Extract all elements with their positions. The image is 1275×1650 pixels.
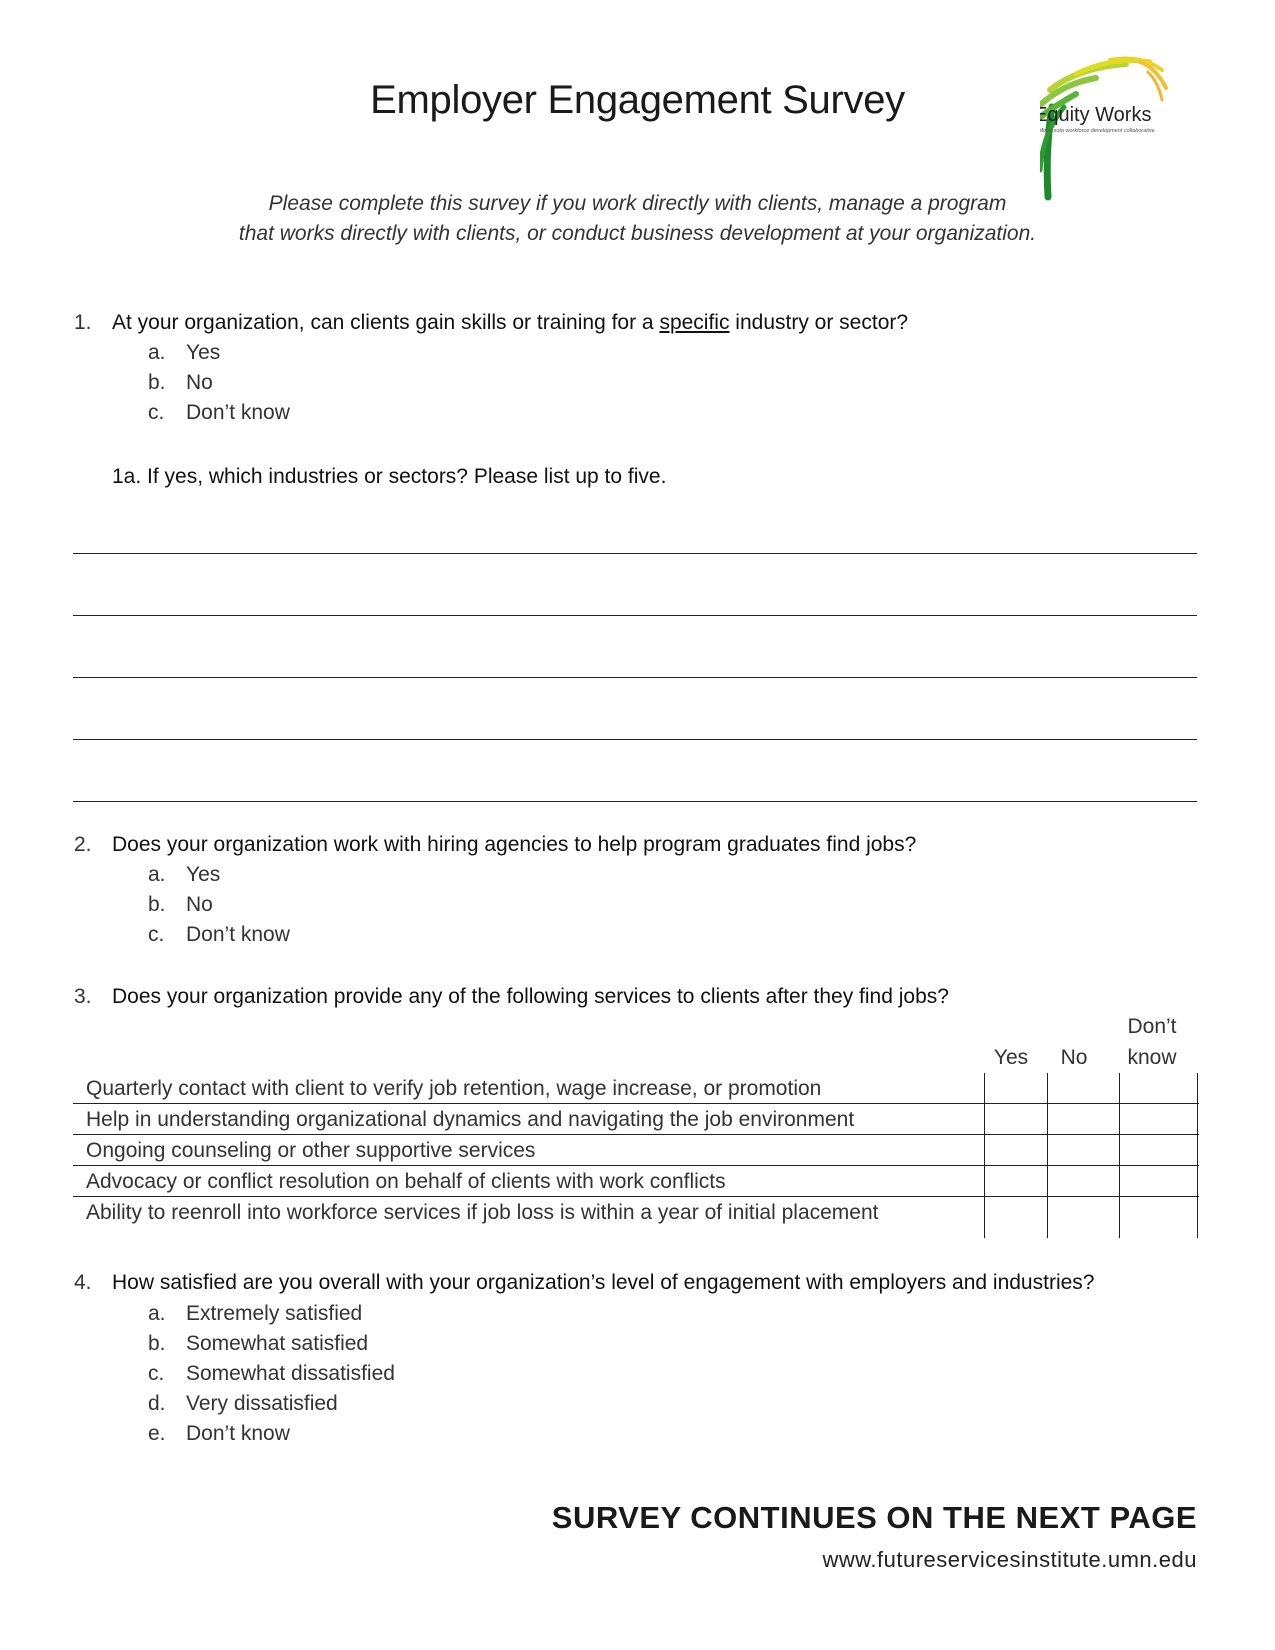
service-row-label: Quarterly contact with client to verify job retention, wage increase, or promotion <box>86 1077 822 1100</box>
row5-dont-know-cell[interactable] <box>1121 1198 1196 1236</box>
q4-option-somewhat-satisfied[interactable]: Somewhat satisfied <box>186 1332 369 1355</box>
logo-tagline: a Minnesota workforce development collaborative <box>1040 128 1155 134</box>
q1a-followup-question: 1a. If yes, which industries or sectors? Please list up to five. <box>112 465 667 488</box>
row4-dont-know-cell[interactable] <box>1121 1167 1196 1195</box>
q4-number: 4. <box>74 1271 92 1294</box>
q3-question: Does your organization provide any of the following services to clients after they find jobs? <box>112 985 949 1008</box>
service-row-label: Advocacy or conflict resolution on behalf of clients with work conflicts <box>86 1170 726 1193</box>
column-header-no: No <box>1060 1046 1088 1069</box>
row2-dont-know-cell[interactable] <box>1121 1105 1196 1133</box>
q1-text-after: industry or sector? <box>729 311 909 334</box>
table-column-divider <box>984 1073 985 1238</box>
table-column-divider <box>1047 1073 1048 1238</box>
table-row-divider <box>73 1196 1199 1197</box>
q2-option-letter: a. <box>148 863 166 886</box>
q4-option-very-dissatisfied[interactable]: Very dissatisfied <box>186 1392 338 1415</box>
q4-question: How satisfied are you overall with your organization’s level of engagement with employers and industries? <box>112 1271 1095 1294</box>
q1-option-yes[interactable]: Yes <box>186 341 221 364</box>
row2-no-cell[interactable] <box>1049 1105 1118 1133</box>
column-header-dont-know-line1: Don’t <box>1127 1015 1177 1038</box>
q1-option-letter: b. <box>148 371 166 394</box>
equity-works-logo <box>1040 52 1230 202</box>
answer-line-4[interactable] <box>73 739 1197 740</box>
q2-number: 2. <box>74 833 92 856</box>
row1-yes-cell[interactable] <box>986 1074 1046 1102</box>
table-column-divider <box>1119 1073 1120 1238</box>
q2-option-letter: b. <box>148 893 166 916</box>
q1-option-no[interactable]: No <box>186 371 213 394</box>
column-header-yes: Yes <box>993 1046 1029 1069</box>
q4-option-dont-know[interactable]: Don’t know <box>186 1422 290 1445</box>
row1-dont-know-cell[interactable] <box>1121 1074 1196 1102</box>
website-url: www.futureservicesinstitute.umn.edu <box>822 1547 1197 1572</box>
q4-option-letter: c. <box>148 1362 165 1385</box>
answer-line-5[interactable] <box>73 801 1197 802</box>
logo-text: Equity Works <box>1040 104 1152 126</box>
logo-sunburst-icon <box>1040 52 1230 202</box>
table-row-divider <box>73 1165 1199 1166</box>
row3-dont-know-cell[interactable] <box>1121 1136 1196 1164</box>
q4-option-letter: d. <box>148 1392 166 1415</box>
row2-yes-cell[interactable] <box>986 1105 1046 1133</box>
q2-option-dont-know[interactable]: Don’t know <box>186 923 290 946</box>
answer-line-1[interactable] <box>73 553 1197 554</box>
q1-text-before: At your organization, can clients gain skills or training for a <box>112 311 660 334</box>
row5-yes-cell[interactable] <box>986 1198 1046 1236</box>
q2-option-no[interactable]: No <box>186 893 213 916</box>
q1-option-letter: a. <box>148 341 166 364</box>
q4-option-somewhat-dissatisfied[interactable]: Somewhat dissatisfied <box>186 1362 395 1385</box>
q4-option-letter: a. <box>148 1302 166 1325</box>
service-row-label: Help in understanding organizational dynamics and navigating the job environment <box>86 1108 855 1131</box>
q1-text-underlined: specific <box>659 311 730 334</box>
q1-question <box>112 311 908 335</box>
row5-no-cell[interactable] <box>1049 1198 1118 1236</box>
intro-line-2: that works directly with clients, or conduct business development at your organization. <box>238 222 1037 245</box>
q4-option-letter: b. <box>148 1332 166 1355</box>
q3-number: 3. <box>74 985 92 1008</box>
q2-question: Does your organization work with hiring agencies to help program graduates find jobs? <box>112 833 917 856</box>
q4-option-letter: e. <box>148 1422 166 1445</box>
service-row-label: Ongoing counseling or other supportive services <box>86 1139 536 1162</box>
row4-no-cell[interactable] <box>1049 1167 1118 1195</box>
table-row-divider <box>73 1134 1199 1135</box>
table-row-divider <box>73 1103 1199 1104</box>
page-title: Employer Engagement Survey <box>370 78 905 122</box>
row3-no-cell[interactable] <box>1049 1136 1118 1164</box>
q4-option-extremely-satisfied[interactable]: Extremely satisfied <box>186 1302 363 1325</box>
q1-option-letter: c. <box>148 401 165 424</box>
q1-number: 1. <box>74 311 92 334</box>
answer-line-2[interactable] <box>73 615 1197 616</box>
row1-no-cell[interactable] <box>1049 1074 1118 1102</box>
q2-option-yes[interactable]: Yes <box>186 863 221 886</box>
row3-yes-cell[interactable] <box>986 1136 1046 1164</box>
q1-option-dont-know[interactable]: Don’t know <box>186 401 290 424</box>
answer-line-3[interactable] <box>73 677 1197 678</box>
intro-line-1: Please complete this survey if you work directly with clients, manage a program <box>268 192 1007 215</box>
table-column-divider <box>1197 1073 1198 1238</box>
column-header-dont-know-line2: know <box>1127 1046 1177 1069</box>
survey-continues-notice: SURVEY CONTINUES ON THE NEXT PAGE <box>551 1500 1197 1535</box>
q2-option-letter: c. <box>148 923 165 946</box>
service-row-label: Ability to reenroll into workforce services if job loss is within a year of initial placement <box>86 1201 879 1224</box>
row4-yes-cell[interactable] <box>986 1167 1046 1195</box>
